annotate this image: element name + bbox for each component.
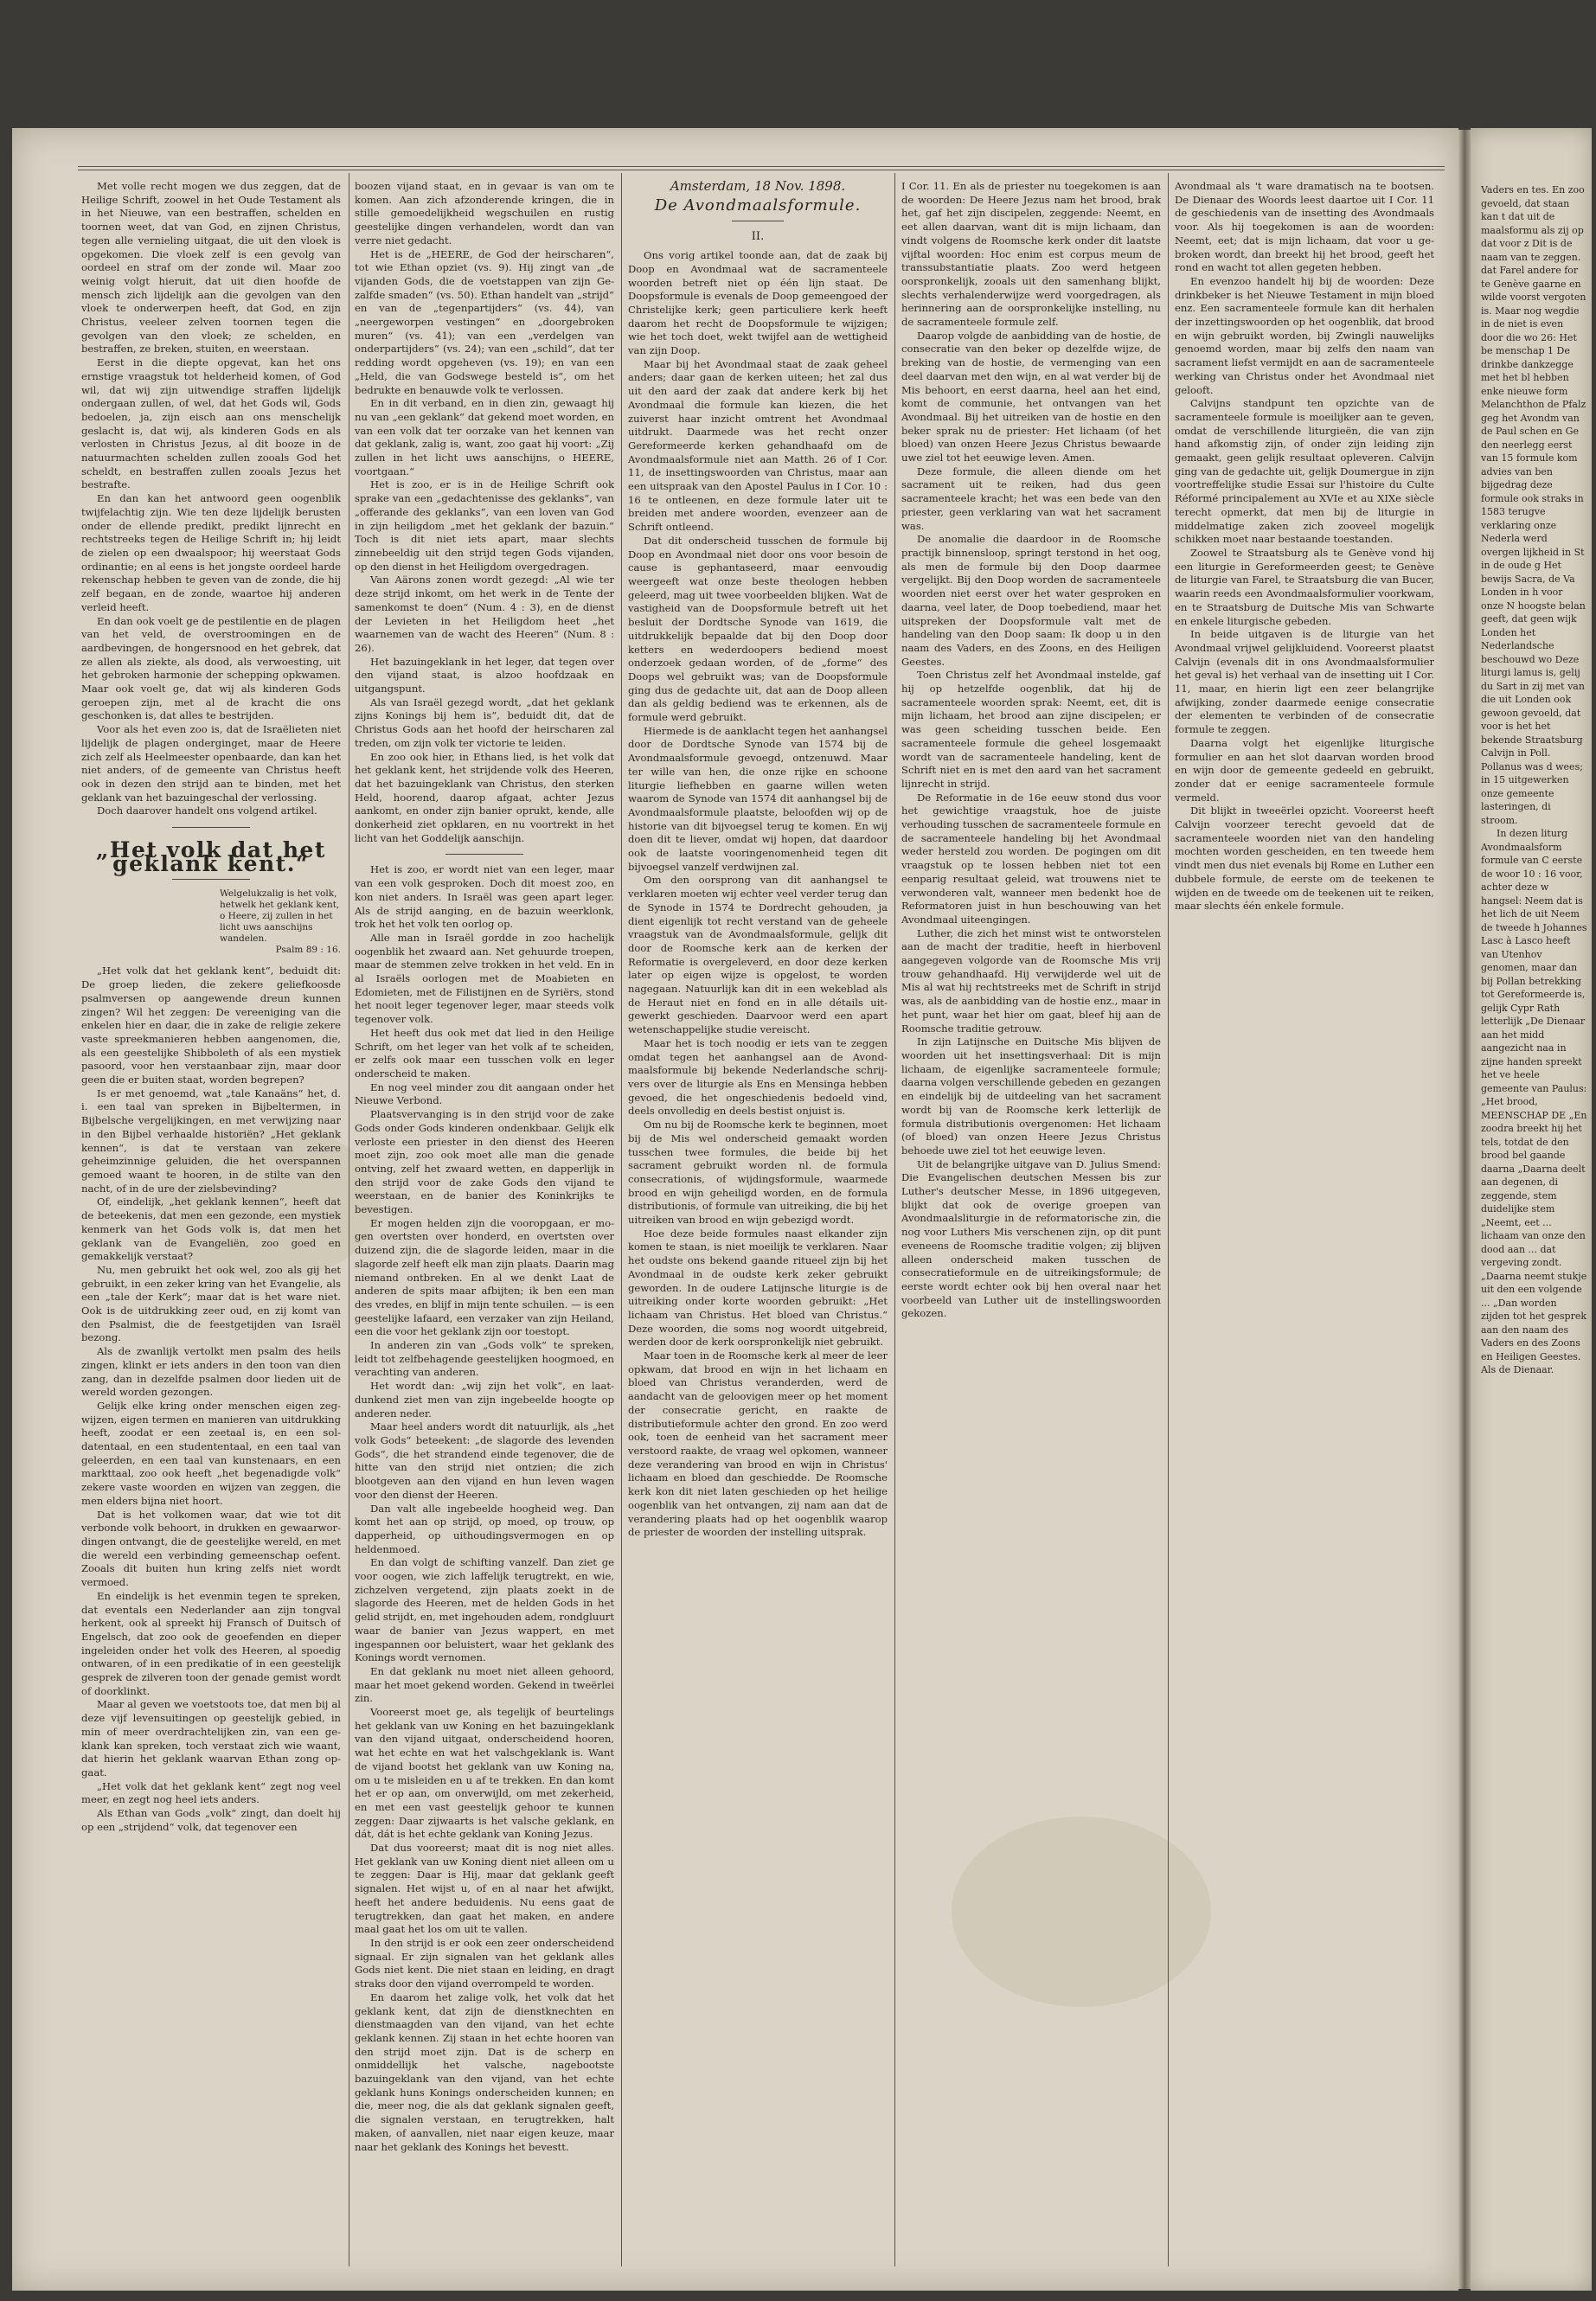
paragraph: Hoe deze beide formules naast elkander zijn komen te staan, is niet moeilijk te verklaren. Naar het oudste ons bekend gaande ritueel zijn bij het Avondmaal in de oudste kerk zeker gebruikt geworden. In de oudere Latijnsche liturgie is de uitreiking onder korte woorden gebruikt: „Het lichaam van Christus. Het bloed van Christus.“ Deze woorden, die soms nog woordt uitgebreid, werden door de kerk oorspronkelijk niet gebruikt. [628,1227,888,1349]
paragraph: Vaders en tes. En zoo gevoeld, dat staan kan t dat uit de maalsformu als zij op dat voor z Dit is de naam van te zeggen. dat Farel andere for te Genève gaarne en wilde voorst vergoten is. Maar nog wegdie in de niet is even door die wo 26: Het be menschap 1 De drinkbe dankzegge met het bl hebben enke nieuwe form Melanchthon de Pfalz geg het Avondm van de Paul schen en Ge den neerlegg eerst van 15 formule kom advies van ben bijgedrag deze formule ook straks in 1583 terugve verklaring onze Nederla werd overgen lijkheid in St in de oude g Het bewijs Sacra, de Va Londen in h voor onze N hoogste belan geeft, dat geen wijk Londen het Nederlandsche beschouwd wo Deze liturgi lamus is, gelij du Sart in zij met van die uit Londen ook gewoon gevoeld, dat voor is het het bekende Straatsburg Calvijn in Poll. Pollanus was d wees; in 15 uitgewerken onze gemeente lasteringen, di stroom. [1481,184,1586,826]
paragraph: Om den oorsprong van dit aanhangsel te verklaren moeten wij echter veel verder terug dan de Synode in 1574 te Dordrecht gehouden, ja dient eigenlijk tot recht verstand van de geheele vraagstuk van de Avondmaalsformule, gelijk dit door de Roomsche kerk aan de kerken der Reformatie is overgeleverd, en door deze kerken later op eigen wijze is opgelost, te worden nagegaan. Natuurlijk kan dit in een wekeblad als de Heraut niet en fond en in alle détails uitgewerkt geschieden. Daarvoor werd een apart wetenschappelijke studie vereischt. [628,874,888,1036]
top-rule [78,166,1445,167]
paragraph: „Het volk dat het geklank kent“ zegt nog veel meer, en zegt nog heel iets anders. [81,1779,341,1806]
paragraph: Om nu bij de Roomsche kerk te beginnen, moet bij de Mis wel onderscheid gemaakt worden tusschen twee formules, die beide bij het sacrament gebruikt worden nl. de formula consecrationis, of wijdingsformule, waarmede brood en wijn geheiligd worden, en de formula distributionis, of formule van uitreiking, die bij het uitreiken van brood en wijn gebezigd wordt. [628,1118,888,1227]
paragraph: De Reformatie in de 16e eeuw stond dus voor het gewichtige vraagstuk, hoe de juiste verhouding tusschen de sacramenteele formule en de sacramenteele handeling bij het Avondmaal weder hersteld zou worden. De pogingen om dit vraagstuk op te lossen hebben niet tot een eenparig resultaat geleid, wat trouwens niet te verwonderen valt, wanneer men bedenkt hoe de Reformatoren juist in hun beschouwing van het Avondmaal uiteengingen. [901,791,1161,926]
paragraph: En nog veel minder zou dit aangaan onder het Nieuwe Verbond. [355,1080,614,1107]
paragraph: Als van Israël gezegd wordt, „dat het geklank zijns Konings bij hem is“, beduidt dit, dat de Christus Gods aan het hoofd der heirscharen zal treden, om zijn volk ter victorie te leiden. [355,695,614,749]
paragraph: Toen Christus zelf het Avondmaal instelde, gaf hij op hetzelfde oogenblik, dat hij de sacramenteele woorden sprak: Neemt, eet, dit is mijn lichaam, het brood aan zijne discipelen; er was geen scheiding tusschen beide. Een sacramenteele formule die geheel losgemaakt wordt van de sacramenteele handeling, kent de Schrift niet en is met den aard van het sacrament lijnrecht in strijd. [901,669,1161,790]
paragraph: I Cor. 11. En als de priester nu toegekomen is aan de woorden: De Heere Jezus nam het brood, brak het, gaf het zijn discipelen, zeggende: Neemt, en eet allen daarvan, want dit is mijn lichaam, dan vindt volgens de Roomsche kerk onder dit laatste vijftal woorden: Hoc enim est corpus meum de transsubstantiatie plaats. Zoo werd hetgeen oorspronkelijk, zooals uit den samenhang blijkt, slechts verhalenderwijze werd voorgedragen, als herinnering aan de oorspronkelijke instelling, nu de sacramenteele formule zelf. [901,180,1161,329]
paragraph: En daarom het zalige volk, het volk dat het geklank kent, dat zijn de dienstknechten en dienstmaagden van den vijand, van het echte geklank kennen. Zij staan in het echte hooren van den strijd moet zijn. Dat is de scherp en onmiddellijk het valsche, nagebootste bazuingeklank van den vijand, van het echte geklank huns Konings onderscheiden kunnen; en die, meer nog, die als dat geklank signalen geeft, die signalen verstaan, en terugtrekken, halt maken, of aanvallen, niet naar eigen keuze, maar naar het geklank des Konings het bevestt. [355,1990,614,2153]
paragraph: En dat geklank nu moet niet alleen gehoord, maar het moet gekend worden. Gekend in tweërlei zin. [355,1664,614,1705]
paragraph: Gelijk elke kring onder menschen eigen zegwijzen, eigen termen en manieren van uitdrukking heeft, zoodat er een zeetaal is, en een soldatentaal, en een studententaal, en een taal van geleerden, en een taal van kunstenaars, en een markttaal, zoo ook heeft „het begenadigde volk“ zekere vaste woorden en wijzen van zeggen, die men elders bijna niet hoort. [81,1399,341,1507]
paragraph: Voor als het even zoo is, dat de Israëlieten niet lijdelijk de plagen onderginget, maar de Heere zich zelf als Heelmeester openbaarde, dan kan het niet anders, of de gemeente van Christus heeft ook in dezen den strijd aan te binden, met het geklank van het bazuingeschal der verlossing. [81,723,341,804]
paragraph: En dan kan het antwoord geen oogenblik twijfelachtig zijn. Wie ten deze lijdelijk berusten onder de ellende predikt, predikt lijnrecht en rechtstreeks tegen de Heilige Schrift in; hij leidt de zielen op een dwaalspoor; hij weerstaat Gods ordinantie; en al eens is het jongste oordeel harde rekenschap hebben te geven van de zonde, die hij zelf begaan, en de zonde, waartoe hij anderen verleid heeft. [81,492,341,613]
motto-reference: Psalm 89 : 16. [275,945,341,956]
paragraph: Eerst in die diepte opgevat, kan het ons ernstige vraagstuk tot helderheid komen, of God wil, dat wij zijn uitwendige straffen lijdelijk ondergaan zullen, of wel, dat het Gods wil, Gods bedoelen, ja, zijn eisch aan ons menschelijk geslacht is, dat wij, als kinderen Gods en als verlosten in Christus Jezus, al dit booze in de natuurmachten schelden zullen zooals God het scheldt, en bestraffen zullen zooals Jezus het bestrafte. [81,356,341,491]
paragraph: Plaatsvervanging is in den strijd voor de zake Gods onder Gods kinderen ondenkbaar. Gelijk elk verloste een priester in den dienst des Heeren moet zijn, zoo ook moet alle man die genade ontving, zelf het zwaard wetten, en dapperlijk in den strijd voor de zake Gods den vijand te weerstaan, en de banier des Koninkrijks te bevestigen. [355,1108,614,1216]
paragraph: Deze formule, die alleen diende om het sacrament uit te reiken, had dus geen sacramenteele kracht; het was een bede van den priester, geen verklaring van wat het sacrament was. [901,465,1161,532]
paragraph: De anomalie die daardoor in de Roomsche practijk binnensloop, springt terstond in het oog, als men de formule bij den Doop daarmee vergelijkt. Bij den Doop worden de sacramenteele woorden niet eerst over het water gesproken en daarna, veel later, de Doop toebediend, maar het uitspreken der Doopsformule valt met de handeling van den Doop saam: Ik doop u in den naam des Vaders, en des Zoons, en des Heiligen Geestes. [901,533,1161,668]
motto [220,888,341,956]
paragraph: Dit blijkt in tweeërlei opzicht. Vooreerst heeft Calvijn voorzeer terecht gevoeld dat de sacramenteele woorden niet van den handeling mochten worden gescheiden, en ten tweede hem vindt men dus niet evenals bij Rome en Luther een dubbele formule, de eerste om de teekenen te wijden en de tweede om de teekenen uit te reiken, maar slechts één enkele formule. [1175,804,1434,913]
article-title: De Avondmaalsformule. [654,195,862,215]
paragraph: Luther, die zich het minst wist te ontworstelen aan de macht der traditie, heeft in hierbovenl aangegeven volgorde van de Roomsche Mis vrij trouw gehandhaafd. Hij verwijderde wel uit de Mis al wat hij rechtstreeks met de Schrift in strijd was, als de aanbidding van de hostie enz., maar in het punt, waar het hier om gaat, bleef hij aan de Roomsche traditie getrouw. [901,926,1161,1035]
paragraph: Uit de belangrijke uitgave van D. Julius Smend: Die Evangelischen deutschen Messen bis zur Luther's deutscher Messe, in 1896 uitgegeven, blijkt dat ook de overige groepen van Avondmaalsliturgie in de reformatorische zin, die nog voor Luthers Mis verschenen zijn, op dit punt eveneens de Roomsche traditie volgen; zij blijven alleen onderscheid maken tusschen de consecratieformule en de uitreikingsformule; de eerste wordt echter ook bij hen overal naar het voorbeeld van Luther uit de instellingswoorden gekozen. [901,1157,1161,1320]
paragraph: Het is de „HEERE, de God der heirscharen“, tot wie Ethan opziet (vs. 9). Hij zingt van „de vijanden Gods, die de voetstappen van zijn Gezalfde smaden“ (vs. 50). Ethan handelt van „strijd“ en van de „tegenpartijders“ (vs. 44), van „neergeworpen vestingen“ en „doorgebroken muren“ (vs. 41); van een „verdelgen van onderpartijders“ (vs. 24); van een „schild“, dat ter redding wordt opgeheven (vs. 19); en van een „Held, die van Godswege besteld is“, om het bedrukte en benauwde volk te verlossen. [355,247,614,396]
paragraph: Is er met genoemd, wat „tale Kanaäns“ het, d. i. een taal van spreken in Bijbeltermen, in Bijbelsche vergelijkingen, en met verwijzing naar in den Bijbel verhaalde historiën? „Het geklank kennen“, is dat te verstaan van zekere geheimzinnige geluiden, die het overspannen gemoed waant te hooren, in de stilte van den nacht, of in de ure der zielsbevinding? [81,1086,341,1195]
paragraph: Dat is het volkomen waar, dat wie tot dit verbonde volk behoort, in drukken en gewaarwordingen ontvangt, die de geestelijke wereld, en met die wereld een verbinding gemeenschap oefent. Zooals dit buiten hun kring zelfs niet wordt vermoed. [81,1508,341,1589]
paragraph: Of, eindelijk, „het geklank kennen“, heeft dat de beteekenis, dat men een gezonde, een mystiek kenmerk van het Gods volk is, dat men het geklank van de Evangeliën, zoo goed en gemakkelijk verstaat? [81,1195,341,1263]
paragraph: Met volle recht mogen we dus zeggen, dat de Heilige Schrift, zoowel in het Oude Testament als in het Nieuwe, van een bestraffen, schelden en toornen weet, dat van God, en zijnen Christus, tegen alle vernieling uitgaat, die uit den vloek is opgekomen. Die vloek zelf is een gevolg van oordeel en straf om der zonde wil. Maar zoo weinig volgt hieruit, dat uit dien hoofde de mensch zich lijdelijk aan die gevolgen van den vloek te onderwerpen heeft, dat God, en zijn Christus, veeleer zelven toornen tegen die gevolgen van den vloek; ze schelden, en bestraffen, ze breken, stuiten, en weerstaan. [81,180,341,356]
page-fold [1458,130,1471,2289]
paragraph: Zoowel te Straatsburg als te Genève vond hij een liturgie in Gereformeerden geest; te Genève de liturgie van Farel, te Straatsburg die van Bucer, waarin reeds een Avondmaalsformulier voorkwam, en te Straatsburg de Duitsche Mis van Schwarte en enkele liturgische gebeden. [1175,546,1434,627]
paragraph: Calvijns standpunt ten opzichte van de sacramenteele formule is moeilijker aan te geven, omdat de verschillende liturgieën, die van zijn hand afkomstig zijn, of onder zijn leiding zijn gemaakt, geen gelijk resultaat opleveren. Calvijn ging van de gedachte uit, gelijk Doumergue in zijn voortreffelijke studie Essai sur l'histoire du Culte Réformé principalement au XVIe et au XIXe siècle terecht opmerkt, dat men bij de liturgie in middelmatige zaken zich zooveel mogelijk schikken moet naar bestaande toestanden. [1175,397,1434,546]
column-4 [901,180,1161,2256]
paragraph: boozen vijand staat, en in gevaar is van om te komen. Aan zich afzonderende kringen, die in stille gemoedelijkheid wegschuilen en rustig geestelijke dingen verhandelen, wordt dan van verre niet gedacht. [355,180,614,247]
column-5 [1175,180,1434,2256]
paragraph: Het heeft dus ook met dat lied in den Heilige Schrift, om het leger van het volk af te scheiden, er zelfs ook maar een tusschen volk en leger onderscheid te maken. [355,1026,614,1080]
dateline: Amsterdam, 18 Nov. 1898. [670,180,846,194]
column-rule [621,173,622,2266]
paragraph: „Het volk dat het geklank kent“, beduidt dit: De groep lieden, die zekere geliefkoosde psalmversen op aangewende dreun kunnen zingen? Wil het zeggen: De vereeniging van die enkelen hier en daar, die in zake de religie zekere vaste spreekmanieren hebben aangenomen, die, als een geestelijke Shibboleth of als een mystiek pasoord, voor hen verstaanbaar zijn, maar door geen die er buiten staat, worden begrepen? [81,965,341,1086]
paragraph: Ons vorig artikel toonde aan, dat de zaak bij Doop en Avondmaal wat de sacramenteele woorden betreft niet op één lijn staat. De Doopsformule is evenals de Doop gemeengoed der Christelijke kerk; geen particuliere kerk heeft daarom het recht de Doopsformule te wijzigen; wie het toch doet, wekt twijfel aan de wettigheid van zijn Doop. [628,249,888,357]
section-divider [172,879,250,880]
paragraph: Doch daarover handelt ons volgend artikel. [97,804,317,817]
paragraph: Nu, men gebruikt het ook wel, zoo als gij het gebruikt, in een zeker kring van het Evangelie, als een „tale der Kerk“; maar dat is het ware niet. Ook is de uitdrukking zeer oud, en zij komt van den Psalmist, die de feestgetijden van Israël bezong. [81,1263,341,1344]
paragraph: Maar heel anders wordt dit natuurlijk, als „het volk Gods“ beteekent: „de slagorde des levenden Gods“, die het strandend einde tegenover, die de hitte van den strijd niet ontzien; die zich blootgeven aan den vijand en hun leven wagen voor den dienst der Heeren. [355,1420,614,1501]
paragraph: En dan volgt de schifting vanzelf. Dan ziet ge voor oogen, wie zich laffelijk terugtrekt, en wie, zichzelven vergetend, zijn plaats zoekt in de slagorde des Heeren, met de helden Gods in het gelid strijdt, en, met ingehouden adem, rondgluurt waar de banier van Jezus wappert, en met ingespannen oor beluistert, waar het geklank des Konings wordt vernomen. [355,1556,614,1664]
paragraph: Dat dit onderscheid tusschen de formule bij Doop en Avondmaal niet door ons voor besoin de cause is gephantaseerd, maar eenvoudig weergeeft wat onze beste theologen hebben geleerd, mag uit twee voorbeelden blijken. Wat de vastigheid van de Doopsformule betreft uit het besluit der Dordtsche Synode van 1619, die uitdrukkelijk bepaalde dat bij den Doop door ketters en wederdoopers bediend moest onderzoek gedaan worden, of de „forme“ des Doops wel gebruikt was; van de Doopsformule ging dus de gedachte uit, dat aan de Doop alleen dan als geldig bediend was te erkennen, als de formule werd gebruikt. [628,534,888,724]
paragraph: In anderen zin van „Gods volk“ te spreken, leidt tot zelfbehagende geestelijken hoogmoed, en verachting van anderen. [355,1339,614,1379]
paragraph: Maar bij het Avondmaal staat de zaak geheel anders; daar gaan de kerken uiteen; het zal dus uit den aard der zaak dat andere kerk bij het Avondmaal die formule kan kiezen, die het zuiverst haar inzicht omtrent het Avondmaal uitdrukt. Daarmede was het recht onzer Gereformeerde kerken gehandhaafd om de Avondmaalsformule niet aan Matth. 26 of I Cor. 11, de insettingswoorden van Christus, maar aan een uitspraak van den Apostel Paulus in I Cor. 10 : 16 te ontleenen, en deze formule later uit te breiden met andere woorden, evenzeer aan de Schrift ontleend. [628,357,888,534]
section-number: II. [751,230,765,244]
paragraph: Avondmaal als 't ware dramatisch na te bootsen. De Dienaar des Woords leest daartoe uit I Cor. 11 de geschiedenis van de insetting des Avondmaals voor. Als hij toegekomen is aan de woorden: Neemt, eet; dat is mijn lichaam, dat voor u gebroken wordt, dan breekt hij het brood, geeft het rond en wacht tot allen gegeten hebben. [1175,180,1434,274]
section-divider [172,827,250,828]
paragraph: Als de zwanlijk vertolkt men psalm des heils zingen, klinkt er iets anders in den toon van dien zang, dan in dezelfde psalmen door lieden uit de wereld worden gezongen. [81,1345,341,1399]
paragraph: Als Ethan van Gods „volk“ zingt, dan doelt hij op een „strijdend“ volk, dat tegenover een [81,1807,341,1833]
column-1 [81,180,341,2256]
paragraph: Er mogen helden zijn die vooropgaan, er mogen overtsten over honderd, en overtsten over duizend zijn, die de slagorde leiden, maar in die slagorde zelf heeft elk man zijn plaats. Daarin mag niemand ontbreken. En al we denkt Laat de anderen de spits maar afbijten; ik ben een man des vredes, en blijf in mijn tente schuilen. — is een geestelijke lafaard, een verzaker van zijn Heiland, een die voor het geklank zijn oor toestopt. [355,1216,614,1338]
paragraph: Dat dus vooreerst; maat dit is nog niet alles. Het geklank van uw Koning dient niet alleen om u te zeggen: Daar is Hij, maar dat geklank geeft signalen. Het wijst u, of en al naar het afwijkt, heeft het andere beduidenis. Nu eens gaat de terugtrekken, dan gaat het maken, en andere maal gaat het los om uit te vallen. [355,1842,614,1936]
paragraph: In zijn Latijnsche en Duitsche Mis blijven de woorden uit het insettingsverhaal: Dit is mijn lichaam, de eigenlijke sacramenteele formule; daarna volgen verschillende gebeden en gezangen en eindelijk bij de uitdeeling van het sacrament wordt bij van de Roomsche kerk letterlijk de formula distributionis overgenomen: Het lichaam (of bloed) van onzen Heere Jezus Christus behoede uwe ziel tot het eeuwige leven. [901,1035,1161,1157]
paragraph: Van Aärons zonen wordt gezegd: „Al wie ter deze strijd inkomt, om het werk in de Tente der samenkomst te doen“ (Num. 4 : 3), en de dienst der Levieten in het Heiligdom heet „het waarnemen van de wacht des Heeren“ (Num. 8 : 26). [355,574,614,654]
paragraph: Maar het is toch noodig er iets van te zeggen omdat tegen het aanhangsel aan de Avondmaalsformule bij bekende Nederlandsche schrijvers over de liturgie als Ens en Mensinga hebben gevoed, die het ongeschiedenis bedoeld vind, deels onvolledig en deels bestist onjuist is. [628,1036,888,1118]
paragraph: Daarna volgt het eigenlijke liturgische formulier en aan het slot daarvan worden brood en wijn door de gemeente gedeeld en gebruikt, zonder dat er eenige sacramenteele formule vermeld. [1175,736,1434,804]
column-3 [628,180,888,2256]
paragraph: Het is zoo, er is in de Heilige Schrift ook sprake van een „gedachtenisse des geklanks“, van „offerande des geklanks“, van een loven van God in zijn heiligdom „met het geklank der bazuin.“ Toch is dit niet iets apart, maar slechts zinnebeeldig uit den strijd tegen Gods vijanden, op den dienst in het Heiligdom overgedragen. [355,478,614,573]
column-2 [355,180,614,2256]
paragraph: En dan ook voelt ge de pestilentie en de plagen van het veld, de overstroomingen en de aardbevingen, de hongersnood en het gebrek, dat ze allen als ziekte, als dood, als verwoesting, uit het gebroken harmonie der schepping opkwamen. Maar ook voelt ge, dat wij als kinderen Gods geroepen zijn, met al de kracht die ons geschonken is, dat alles te bestrijden. [81,614,341,722]
column-rule [1168,173,1169,2266]
paragraph: Vooreerst moet ge, als tegelijk of beurtelings het geklank van uw Koning en het bazuingeklank van den vijand uitgaat, onderscheidend hooren, wat het echte en wat het valschgeklank is. Want de vijand bootst het geklank van uw Koning na, om u te misleiden en u af te trekken. En dan komt het er op aan, om onverwijld, om met zekerheid, en met een vast geestelijk gehoor te kunnen zeggen: Daar zijwaarts is het valsche geklank, en dát, dát is het echte geklank van Koning Jezus. [355,1706,614,1841]
paragraph: En zoo ook hier, in Ethans lied, is het volk dat het geklank kent, het strijdende volk des Heeren, dat het bazuingeklank van Christus, den sterken Held, hoorend, daarop afgaat, achter Jezus aankomt, en onder zijn banier oprukt, kende, alle donkerheid ziet opklaren, en nu voortrekt in het licht van het Goddelijk aanschijn. [355,750,614,844]
paragraph: In beide uitgaven is de liturgie van het Avondmaal vrijwel gelijkluidend. Vooreerst plaatst Calvijn (evenals dit in ons Avondmaalsformulier het geval is) het verhaal van de insetting uit I Cor. 11, maar, en hierin ligt een zeer belangrijke afwijking, zonder daarmede eenige consecratie der elementen te verbinden of de consecratie formule te zeggen. [1175,628,1434,736]
paragraph: Maar toen in de Roomsche kerk al meer de leer opkwam, dat brood en wijn in het lichaam en bloed van Christus veranderden, werd de aandacht van de geloovigen meer op het moment der consecratie gericht, en raakte de distributieformule achter den grond. En zoo werd ook, toen de eenheid van het sacrament meer verstoord raakte, de vraag wel opkomen, wanneer deze verandering van brood en wijn in Christus' lichaam en bloed dan geschiedde. De Roomsche kerk kon dit niet laten geschieden op het heilige oogenblik van het ontvangen, zij nam aan dat de verandering plaats had op het oogenblik waarop de priester de woorden der instelling uitsprak. [628,1349,888,1539]
paragraph: En eindelijk is het evenmin tegen te spreken, dat eventals een Nederlander aan zijn tongval herkent, ook al spreekt hij Fransch of Duitsch of Engelsch, dat zoo ook de geoefenden en dieper ingeleiden onder het volk des Heeren, al spoedig ontwaren, of in een predikatie of in een geestelijk gesprek de zilveren toon der genade gemist wordt of doorklinkt. [81,1589,341,1697]
paragraph: En evenzoo handelt hij bij de woorden: Deze drinkbeker is het Nieuwe Testament in mijn bloed enz. Een sacramenteele formule kan dit herhalen der inzettingswoorden op het oogenblik, dat brood en wijn gebruikt worden, bij Zwingli nauwelijks genoemd worden, maar bij zelfs den naam van sacrament liefst vermijdt en aan de sacramenteele werking van Christus onder het Avondmaal niet gelooft. [1175,274,1434,396]
paragraph: En in dit verband, en in dien zin, gewaagt hij nu van „een geklank“ dat gekend moet worden, en van een volk dat ter oorzake van het kennen van dat geklank, zalig is, want, zoo gaat hij voort: „Zij zullen in het licht uws aanschijns, o HEERE, voortgaan.“ [355,397,614,478]
paragraph: Alle man in Israël gordde in zoo hachelijk oogenblik het zwaard aan. Net gehuurde troepen, maar de stemmen zelve trokken in het veld. En in al Israëls oorlogen met de Moabieten en Edomieten, met de Filistijnen en de Syriërs, stond het nooit leger tegenover leger, maar steeds volk tegenover volk. [355,931,614,1026]
paragraph: In dezen liturg Avondmaalsform formule van C eerste de woor 10 : 16 voor, achter deze w hangsel: Neem dat is het lich de uit Neem de tweede h Johannes Lasc à Lasco heeft van Utenhov genomen, maar dan bij Pollan betrekking tot Gereformeerde is, gelijk Cypr Rath letterlijk „De Dienaar aan het midd aangezicht naa in zijne handen spreekt het ve heele gemeente van Paulus: „Het brood, MEENSCHAP DE „En zoodra breekt hij het tels, totdat de den brood bel gaande daarna „Daarna deelt aan degenen, di zeggende, stem duidelijke stem „Neemt, eet ... lichaam van onze den dood aan ... dat vergeving zondt. „Daarna neemt stukje uit den een volgende ... „Dan worden zijden tot het gesprek aan den naam des Vaders en des Zoons en Heiligen Geestes. Als de Dienaar. [1481,828,1587,1375]
paragraph: Daarop volgde de aanbidding van de hostie, de consecratie van den beker op dezelfde wijze, de breking van de hostie, de vermenging van een deel daarvan met den wijn, en al wat verder bij de Mis behoort, en eerst daarna, heel aan het eind, komt de communie, het ontvangen van het Avondmaal. Bij het uitreiken van de hostie en den beker sprak nu de priester: Het lichaam (of het bloed) van onzen Heere Jezus Christus bewaarde uwe ziel tot het eeuwige leven. Amen. [901,329,1161,465]
motto-text: Welgelukzalig is het volk, hetwelk het geklank kent, o Heere, zij zullen in het licht uws aanschijns wandelen. [220,888,340,945]
paragraph: In den strijd is er ook een zeer onderscheidend signaal. Er zijn signalen van het geklank alles Gods niet kent. Die niet staan en leiding, en dragt straks door den vijand overrompeld te worden. [355,1937,614,1990]
paragraph: Maar al geven we voetstoots toe, dat men bij al deze vijf levensuitingen op geestelijk gebied, in min of meer overdrachtelijken zin, van een geklank kan spreken, toch verstaat zich wie waant, dat hierin het geklank waarvan Ethan zong opgaat. [81,1698,341,1779]
paragraph: Het is zoo, er wordt niet van een leger, maar van een volk gesproken. Doch dit moest zoo, en kon niet anders. In Israël was geen apart leger. Als de strijd aanging, en de bazuin weerklonk, trok het het volk ten oorlog op. [355,863,614,931]
paragraph: Het bazuingeklank in het leger, dat tegen over den vijand staat, is alzoo hoofdzaak en uitgangspunt. [355,655,614,695]
section-divider [445,854,523,855]
adjacent-column [1481,183,1588,2259]
paragraph: Hiermede is de aanklacht tegen het aanhangsel door de Dordtsche Synode van 1574 bij de Avondmaalsformule gevoegd, ontzenuwd. Maar ter wille van hen, die onze rijke en schoone liturgie liefhebben en gaarne willen weten waarom de Synode van 1574 dit aanhangsel bij de Avondmaalsformule plaatste, beloofden wij op de historie van dit bijvoegsel terug te komen. En wij doen dit te liever, omdat wij hopen, dat daardoor ook de laatste vooringenomenheid tegen dit bijvoegsel vanzelf verdwijnen zal. [628,724,888,873]
paragraph: Dan valt alle ingebeelde hoogheid weg. Dan komt het aan op strijd, op moed, op trouw, op dapperheid, op uithoudingsvermogen en op heldenmoed. [355,1502,614,1555]
paragraph: Het wordt dan: „wij zijn het volk“, en laatdunkend ziet men van zijn ingebeelde hoogte op anderen neder. [355,1380,614,1420]
column-rule [894,173,895,2266]
feuilleton-title: „Het volk dat het geklank kent.“ [96,837,326,876]
